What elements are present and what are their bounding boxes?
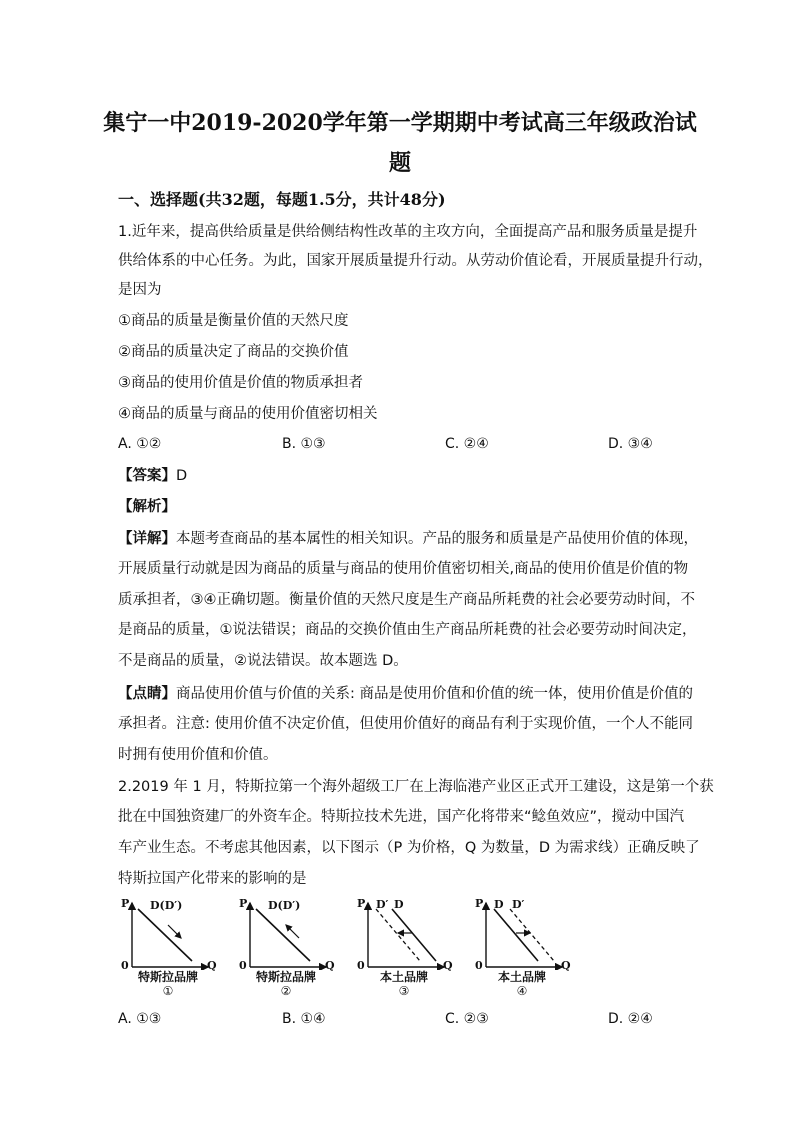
q1-stem-line3: 是因为 (118, 282, 162, 298)
q1-item-2: ②商品的质量决定了商品的交换价值 (118, 344, 349, 360)
q2-stem-line4: 特斯拉国产化带来的影响的是 (118, 871, 307, 887)
graph-4 (472, 895, 572, 1000)
shift-arrow (286, 925, 299, 938)
q2-option-b: B. ①④ (282, 1011, 326, 1027)
q1-stem-line2: 供给体系的中心任务。为此，国家开展质量提升行动。从劳动价值论看，开展质量提升行动， (118, 253, 713, 269)
q1-stem-line1: 1.近年来，提高供给质量是供给侧结构性改革的主攻方向，全面提高产品和服务质量是提升 (118, 224, 698, 240)
graph-number: ④ (516, 984, 528, 998)
curve-label-left: D′ (376, 898, 389, 911)
graph-number: ③ (398, 984, 410, 998)
doc-title-line1: 集宁一中2019-2020学年第一学期期中考试高三年级政治试 (103, 110, 697, 136)
p-axis-label: P (475, 897, 484, 910)
q1-option-a: A. ①② (118, 436, 162, 452)
origin-label: 0 (475, 959, 483, 972)
graph-number: ② (280, 984, 292, 998)
graph-1 (118, 895, 218, 1000)
p-axis-label: P (357, 897, 366, 910)
q1-detail-line2: 开展质量行动就是因为商品的质量与商品的使用价值密切相关,商品的使用价值是价值的物 (118, 561, 689, 577)
graph-caption: 本土品牌 (497, 970, 546, 984)
answer-value: D (176, 468, 188, 484)
demand-curve (256, 909, 310, 961)
graph-number: ① (162, 984, 174, 998)
curve-label-right: D′ (512, 898, 525, 911)
origin-label: 0 (357, 959, 365, 972)
origin-label: 0 (121, 959, 129, 972)
origin-label: 0 (239, 959, 247, 972)
curve-label-right: D (394, 898, 404, 911)
demand-curve (138, 909, 192, 961)
q2-option-d: D. ②④ (608, 1011, 653, 1027)
doc-title-line2: 题 (388, 150, 411, 176)
answer-tag: 【答案】 (118, 468, 176, 484)
p-axis-label: P (239, 897, 248, 910)
p-axis-label: P (121, 897, 130, 910)
q1-item-4: ④商品的质量与商品的使用价值密切相关 (118, 406, 378, 422)
q1-answer-line (118, 466, 678, 486)
q1-point-line3: 时拥有使用价值和价值。 (118, 747, 278, 763)
curve-label: D(D′) (150, 899, 183, 912)
graph-caption: 特斯拉品牌 (255, 970, 316, 984)
point-tag: 【点睛】 (118, 686, 176, 702)
q1-detail-line3: 质承担者，③④正确切题。衡量价值的天然尺度是生产商品所耗费的社会必要劳动时间，不 (118, 592, 695, 608)
q2-stem-line2: 批在中国独资建厂的外资车企。特斯拉技术先进，国产化将带来“鲶鱼效应”，搅动中国汽 (118, 809, 685, 825)
q-axis-label: Q (443, 959, 453, 972)
curve-label-left: D (494, 898, 504, 911)
q1-detail-text1: 本题考查商品的基本属性的相关知识。产品的服务和质量是产品使用价值的体现， (176, 531, 698, 547)
graph-caption: 特斯拉品牌 (137, 970, 198, 984)
q1-detail-line4: 是商品的质量，①说法错误；商品的交换价值由生产商品所耗费的社会必要劳动时间决定， (118, 622, 697, 638)
q-axis-label: Q (561, 959, 571, 972)
q1-option-b: B. ①③ (282, 436, 326, 452)
q1-item-1: ①商品的质量是衡量价值的天然尺度 (118, 313, 349, 329)
q2-option-c: C. ②③ (445, 1011, 489, 1027)
analysis-tag: 【解析】 (118, 499, 176, 515)
graph-2 (236, 895, 336, 1000)
q1-item-3: ③商品的使用价值是价值的物质承担者 (118, 375, 363, 391)
graph-3 (354, 895, 454, 1000)
q1-option-c: C. ②④ (445, 436, 489, 452)
shift-arrow (168, 925, 181, 938)
q2-stem-line3: 车产业生态。不考虑其他因素，以下图示（P 为价格，Q 为数量，D 为需求线）正确反映了 (118, 840, 700, 856)
q2-option-a: A. ①③ (118, 1011, 162, 1027)
graph-3-plot (354, 895, 454, 970)
curve-label: D(D′) (268, 899, 301, 912)
q-axis-label: Q (325, 959, 335, 972)
section-heading: 一、选择题(共32题，每题1.5分，共计48分) (118, 190, 446, 209)
q1-option-d: D. ③④ (608, 436, 653, 452)
q1-point-line2: 承担者。注意: 使用价值不决定价值，但使用价值好的商品有利于实现价值，一个人不能同 (118, 716, 693, 732)
q1-point-text1: 商品使用价值与价值的关系: 商品是使用价值和价值的统一体，使用价值是价值的 (176, 686, 693, 702)
q1-point-line1 (118, 684, 693, 704)
q-axis-label: Q (207, 959, 217, 972)
detail-tag: 【详解】 (118, 531, 176, 547)
q2-graphs (118, 895, 578, 1000)
q1-detail-line1 (118, 529, 698, 549)
q1-detail-line5: 不是商品的质量，②说法错误。故本题选 D。 (118, 653, 408, 669)
q2-stem-line1: 2.2019 年 1 月，特斯拉第一个海外超级工厂在上海临港产业区正式开工建设，这是第一个获 (118, 779, 714, 795)
graph-caption: 本土品牌 (379, 970, 428, 984)
